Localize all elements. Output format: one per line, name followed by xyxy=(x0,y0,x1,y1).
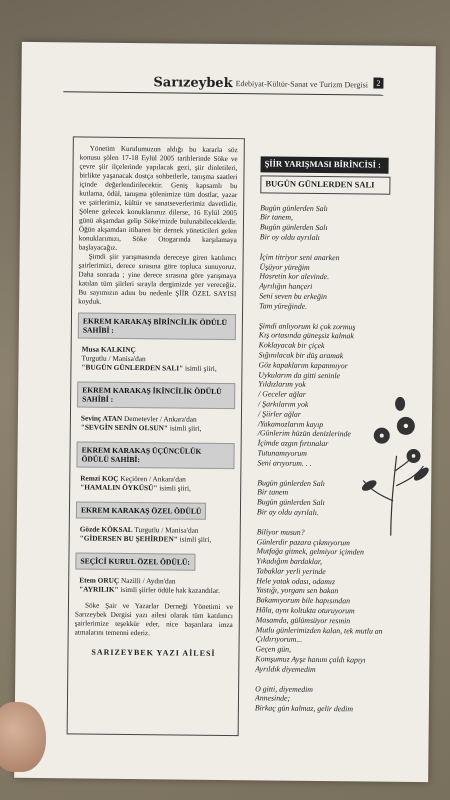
winner-suffix: isimli şiiri, xyxy=(159,483,191,493)
poem-line: Üşüyor yüreğim xyxy=(259,261,310,272)
winner-entry xyxy=(81,413,235,433)
poem-line: Günlerdir pazara çıkmıyorum xyxy=(256,536,350,547)
poem-line: Bir oy oldu ayrılalı xyxy=(259,232,320,242)
poem-line: Yastığı, yorganı sen bakan xyxy=(256,585,339,596)
winner-suffix: isimli şiiri, xyxy=(185,363,217,373)
award-label: EKREM KARAKAŞ ÜÇÜNCÜLÜK ÖDÜLÜ SAHİBİ: xyxy=(76,441,234,469)
intro-paragraph-2: Şimdi şiir yarışmasında dereceye giren katılımcı şairlerimizi, derece sırasına göre topluca sunuyoruz. Daha sonrada ; yine derece sırasına göre yarışmaya katılan tüm şiirleri sırayla dergimizde yer vereceğiz. Bu sayımızın adını bu nedenle ŞİİR ÖZEL SAYISI koyduk. xyxy=(78,252,237,306)
poem-line: İçim titriyor seni anarken xyxy=(259,252,340,262)
poem-line: Yıkadığım bardaklar, xyxy=(256,556,323,567)
winner-entry xyxy=(80,524,234,544)
award-first xyxy=(77,306,236,373)
header-subtitle: Edebiyat-Kültür-Sanat ve Turizm Dergisi xyxy=(235,78,369,89)
winner-location: Turgutlu / Manisa'dan xyxy=(81,353,146,364)
poem-line: Hasretin kor alevinde. xyxy=(259,271,330,282)
poem-line: Bugün günlerden Salı xyxy=(257,477,326,488)
poem-line: Bugün günlerden Salı xyxy=(257,497,325,508)
poem-line: Geçen gün, xyxy=(255,644,292,654)
poem-line: Masamda, gülümsüyor resmin xyxy=(255,615,351,626)
announcement-box xyxy=(67,136,245,736)
winner-name: Etem ORUÇ xyxy=(79,575,120,585)
closing-paragraph: Söke Şair ve Yazarlar Derneği Yönetimi ve Sarızeybek Dergisi yazı ailesi olarak tüm katılımcı şairlerimize teşekkür eder, nice başarılara imza atmalarını temenni ederiz. xyxy=(74,601,233,638)
poem-line: O gitti, diyemedim xyxy=(255,683,313,694)
poem-stanza xyxy=(260,203,420,244)
poem-line: Ayrıldık diyemedim xyxy=(255,664,316,674)
poem-line: Bugün günlerden Salı xyxy=(260,202,328,213)
intro-paragraph-1: Yönetim Kurulumuzun aldığı bu kararla söz konusu şölen 17-18 Eylül 2005 tarihlerinde Söke ve çevre şiir ilçelerinde yapılacak gezi, şiir dinletileri, birlikte yaşanacak dostça sohbetlerle, tanışma saatleri içinde değerlendirilecektir. Geniş kapsamlı bu kutlama, ödül, tanışma şölenimize tüm dostlar, yazar ve şairlerimiz, kültür ve sanatseverlerimiz davetlidir. Şölene gelecek konuklarımız dilerse, 16 Eylül 2005 günü akşamdan gelip Söke'mizde bulunabileceklerdir. Öğün akşamdan itibaren bir dernek yöneticileri gelen konuklarımızı, Söke Otogarında karşılamaya başlayacağız. xyxy=(78,144,238,252)
award-label: EKREM KARAKAŞ BİRİNCİLİK ÖDÜLÜ SAHİBİ : xyxy=(78,312,236,340)
winner-entry xyxy=(80,473,234,493)
poem-line: Seni arıyorum. . . xyxy=(257,458,312,468)
poem-title: "BUGÜN GÜNLERDEN SALI" xyxy=(81,362,184,373)
winner-location: Keçiören / Ankara'dan xyxy=(120,473,186,484)
poem-line: Biliyor musun? xyxy=(256,527,305,537)
award-special xyxy=(76,495,234,544)
poem-line: Bir ay oldu ayrılalı. xyxy=(256,507,319,517)
poem-section-header: ŞİİR YARIŞMASI BİRİNCİSİ : xyxy=(261,156,389,173)
poem-line: / Geceler ağlar xyxy=(258,389,306,399)
poem-title: "SEVGİN SENİN OLSUN" xyxy=(80,422,169,433)
poem-title: "GİDERSEN BU ŞEHİRDEN" xyxy=(79,533,178,544)
poem-line: Uykularım da gitti seninle xyxy=(258,369,341,380)
poem-line: Tam yüreğinde. xyxy=(259,301,308,311)
poem-line: Seni seven bu erkeğin xyxy=(259,291,328,302)
poem-line: Tabaklar yerli yerinde xyxy=(256,566,326,576)
poem-line: Hâla, aynı koltukta oturuyorum xyxy=(255,605,355,616)
award-label: SEÇİCİ KURUL ÖZEL ÖDÜLÜ: xyxy=(75,552,195,570)
winner-name: Remzi KOÇ xyxy=(80,473,119,483)
poem-line: Mutlu günlerimizden kalan, tek mutlu an xyxy=(255,625,383,636)
flower-icon xyxy=(363,453,424,536)
winner-entry xyxy=(81,344,235,373)
poem-line: Yıldızlarım yok xyxy=(258,379,306,390)
winner-location: Nazilli / Aydın'dan xyxy=(120,575,176,586)
poem-title-header: BUGÜN GÜNLERDEN SALI xyxy=(260,175,390,194)
poem-stanza xyxy=(255,527,417,676)
poem-line: Birkaç gün kalmaz, gelir dedim xyxy=(254,703,354,714)
winner-suffix: isimli şiiri, xyxy=(179,534,212,544)
poem-line: Çıldırıyorum... xyxy=(255,634,303,645)
winner-name: Sevinç ATAN xyxy=(80,413,123,423)
award-jury xyxy=(75,546,233,595)
signature: SARIZEYBEK YAZI AİLESİ xyxy=(91,647,216,658)
poem-line: Komşumuz Ayşe hanım çaldı kapıyı xyxy=(255,654,366,665)
award-third xyxy=(76,435,235,493)
winner-suffix: isimli şiiri, xyxy=(169,423,202,433)
winner-location: Turgutlu / Manisa'dan xyxy=(134,525,199,535)
magazine-page xyxy=(14,42,436,782)
winner-location: Demetevler / Ankara'dan xyxy=(124,413,197,424)
poem-stanza xyxy=(259,252,420,312)
poem-line: Annesinde; xyxy=(254,693,291,704)
award-label: EKREM KARAKAŞ ÖZEL ÖDÜLÜ xyxy=(76,501,207,519)
award-label: EKREM KARAKAŞ İKİNCİLİK ÖDÜLÜ SAHİBİ : xyxy=(77,381,235,409)
poem-line: Sığınılacak bir düş aramak xyxy=(258,350,344,361)
page-header xyxy=(153,72,383,94)
brand-title: Sarızeybek xyxy=(153,74,233,91)
poem-line: Şimdi anlıyorum ki çok zormuş xyxy=(258,320,356,331)
winner-suffix: isimli şiirler ödüle hak kazandılar. xyxy=(120,584,220,595)
award-second xyxy=(77,375,236,433)
poem-line: İçimde azgın fırtınalar xyxy=(257,438,329,449)
poem-line: /Yakamozlarım kayıp xyxy=(257,418,324,429)
poem-line: Tutunamıyorum xyxy=(257,448,308,458)
poem-line: / Şiirler ağlar xyxy=(257,409,301,419)
poem-line: Bakamıyorum bile hapısından xyxy=(255,595,351,606)
poem-title: "AYRILIK" xyxy=(79,584,119,594)
poem-line: Bir tanem, xyxy=(259,212,294,223)
poem-title: "HAMALIN ÖYKÜSÜ" xyxy=(80,482,158,493)
winner-name: Musa KALKINÇ xyxy=(81,344,136,355)
poem-line: Koklayacak bir çiçek xyxy=(258,340,325,351)
winner-entry xyxy=(79,575,233,595)
poem-line: Kış ortasında güneşsiz kalmak xyxy=(258,330,354,341)
poem-line: Bir tanem xyxy=(257,487,289,497)
poem-line: Bugün günlerden Salı xyxy=(259,222,328,233)
poem-line: Hele yatak odası, odamız xyxy=(256,576,336,586)
poem-line: Ayrılığın hançeri xyxy=(259,281,313,292)
poem-line: Göz kapaklarım kapanmıyor xyxy=(258,360,348,371)
poem-line: /Günlerim hüzün denizlerinde xyxy=(257,428,351,439)
poem-stanza xyxy=(255,684,415,715)
poem-line: / Şarkılarım yok xyxy=(258,399,309,409)
flower-illustration xyxy=(351,395,432,536)
page-number: 2 xyxy=(373,78,383,89)
poem-line: Mutfağa gitmek, gelmiyor içimden xyxy=(256,546,364,557)
winner-name: Gözde KÖKSAL xyxy=(79,524,133,535)
